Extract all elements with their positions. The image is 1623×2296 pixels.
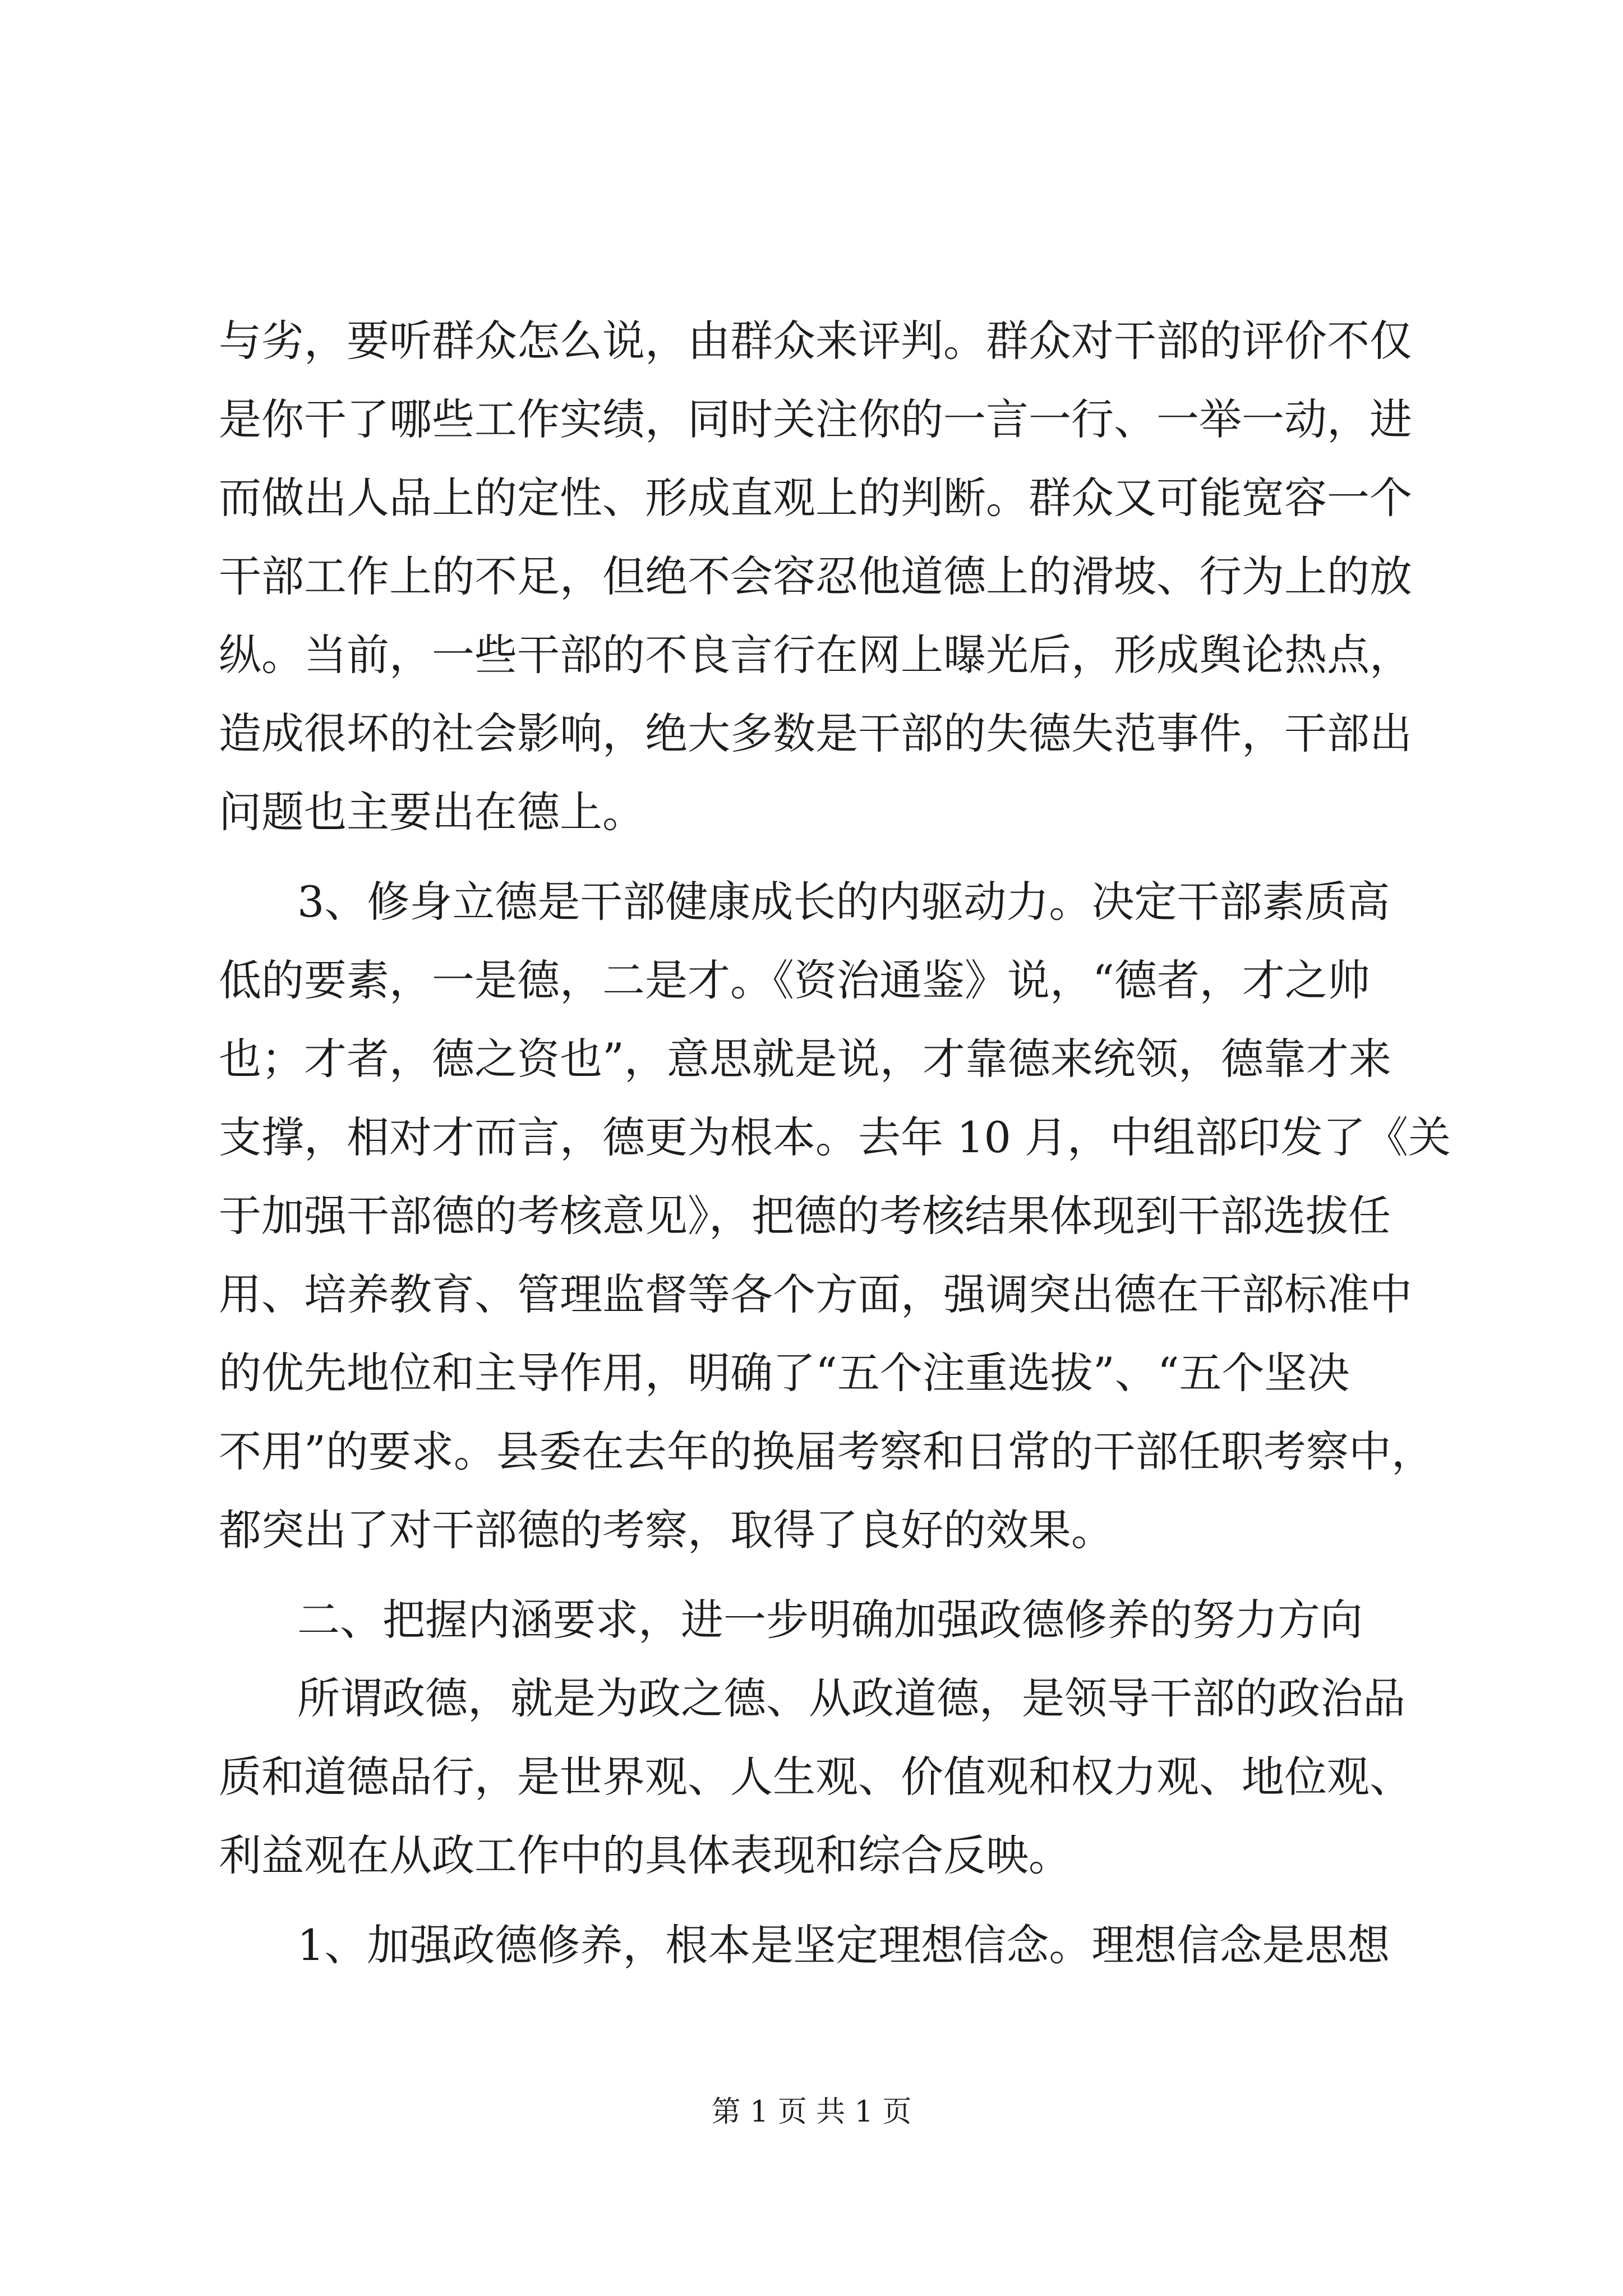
body-line: 低的要素，一是德，二是才。《资治通鉴》说，“德者，才之帅 (219, 955, 1370, 1005)
body-line: 问题也主要出在德上。 (219, 787, 645, 837)
body-line: 1、加强政德修养，根本是坚定理想信念。理想信念是思想 (297, 1920, 1390, 1970)
section-heading: 二、把握内涵要求，进一步明确加强政德修养的努力方向 (297, 1595, 1363, 1645)
body-line: 纵。当前，一些干部的不良言行在网上曝光后，形成舆论热点， (219, 630, 1412, 680)
body-line: 所谓政德，就是为政之德、从政道德，是领导干部的政治品 (297, 1673, 1405, 1723)
body-line: 是你干了哪些工作实绩，同时关注你的一言一行、一举一动，进 (219, 394, 1412, 444)
body-line: 的优先地位和主导作用，明确了“五个注重选拔”、“五个坚决 (219, 1348, 1350, 1398)
body-line: 质和道德品行，是世界观、人生观、价值观和权力观、地位观、 (219, 1752, 1412, 1802)
body-line: 而做出人品上的定性、形成直观上的判断。群众又可能宽容一个 (219, 473, 1412, 523)
body-line: 都突出了对干部德的考察，取得了良好的效果。 (219, 1505, 1114, 1555)
body-line: 利益观在从政工作中的具体表现和综合反映。 (219, 1830, 1071, 1880)
body-line: 造成很坏的社会影响，绝大多数是干部的失德失范事件，干部出 (219, 708, 1412, 758)
body-line: 3、修身立德是干部健康成长的内驱动力。决定干部素质高 (297, 877, 1390, 927)
body-line: 与劣，要听群众怎么说，由群众来评判。群众对干部的评价不仅 (219, 316, 1412, 366)
body-line: 也；才者，德之资也”，意思就是说，才靠德来统领，德靠才来 (219, 1034, 1391, 1084)
body-line: 干部工作上的不足，但绝不会容忍他道德上的滑坡、行为上的放 (219, 551, 1412, 601)
page-number-footer: 第 1 页 共 1 页 (711, 2095, 912, 2129)
body-line: 用、培养教育、管理监督等各个方面，强调突出德在干部标准中 (219, 1269, 1412, 1319)
body-line: 支撑，相对才而言，德更为根本。去年 10 月，中组部印发了《关 (219, 1112, 1451, 1162)
body-line: 于加强干部德的考核意见》，把德的考核结果体现到干部选拔任 (219, 1191, 1391, 1241)
body-line: 不用”的要求。县委在去年的换届考察和日常的干部任职考察中， (219, 1427, 1434, 1476)
